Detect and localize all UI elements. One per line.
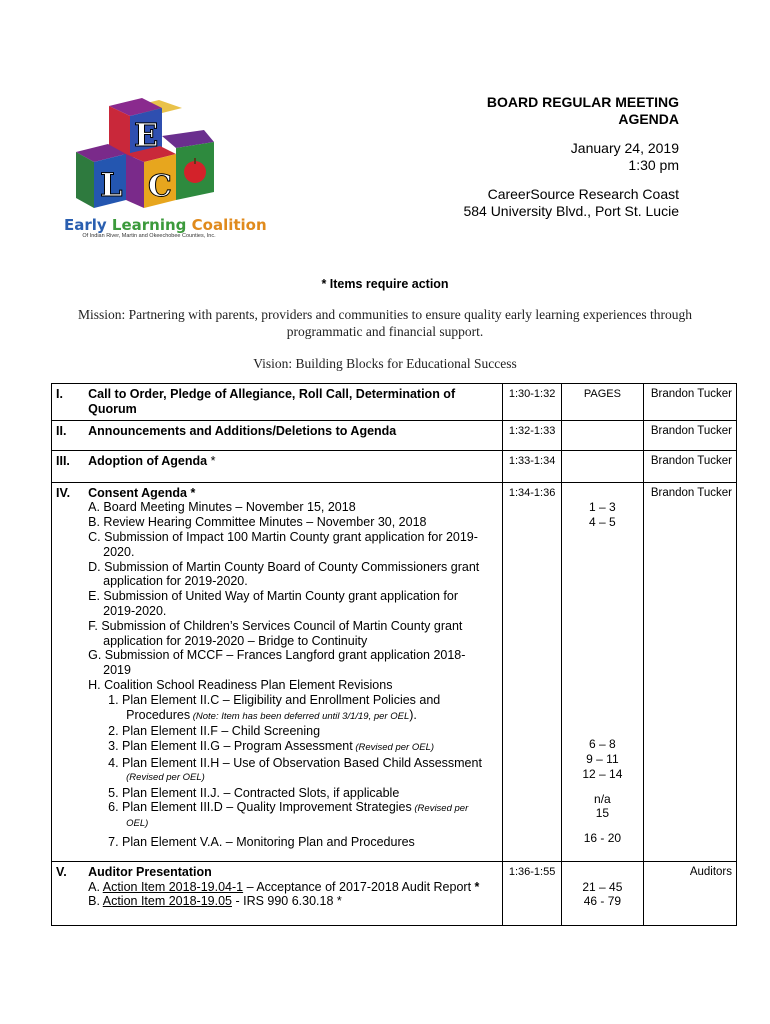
list-item-cont: application for 2019-2020 – Bridge to Continuity <box>103 633 368 648</box>
page-range: 12 – 14 <box>582 766 623 781</box>
list-item: E. Submission of United Way of Martin County grant application for <box>88 589 458 604</box>
item-time: 1:36-1:55 <box>502 861 561 925</box>
agenda-row <box>52 384 737 421</box>
page-range: 46 - 79 <box>583 894 622 909</box>
list-item: F. Submission of Children’s Services Council of Martin County grant <box>88 618 463 633</box>
sub-list-item: 3. Plan Element II.G – Program Assessment (Revised per OEL) <box>108 739 435 754</box>
sub-list-item: 1. Plan Element II.C – Eligibility and Enrollment Policies and <box>108 692 441 707</box>
list-item: C. Submission of Impact 100 Martin County grant application for 2019- <box>88 529 478 544</box>
list-item: H. Coalition School Readiness Plan Element Revisions <box>88 677 393 692</box>
pages-header: PAGES <box>562 384 643 421</box>
item-time: 1:32-1:33 <box>502 420 561 450</box>
agenda-table <box>51 383 737 926</box>
list-item: D. Submission of Martin County Board of County Commissioners grant <box>88 559 480 574</box>
action-note: * Items require action <box>321 277 449 291</box>
item-number: I. <box>52 384 85 421</box>
meeting-date: January 24, 2019 <box>570 140 679 156</box>
header-title-line1: BOARD REGULAR MEETING <box>486 94 679 110</box>
item-presenter: Brandon Tucker <box>643 384 736 421</box>
vision-statement: Vision: Building Blocks for Educational Success <box>253 356 517 371</box>
list-item-cont: application for 2019-2020. <box>103 574 248 589</box>
list-item: B. Action Item 2018-19.05 - IRS 990 6.30.18 * <box>88 894 342 909</box>
svg-text:E: E <box>134 116 159 154</box>
svg-text:C: C <box>148 169 172 204</box>
page-range: 4 – 5 <box>589 515 616 530</box>
revision-note: (Revised per OEL) <box>352 742 435 754</box>
agenda-row <box>52 450 737 482</box>
sub-list-item: 6. Plan Element III.D – Quality Improvement Strategies (Revised per <box>108 800 469 815</box>
item-title: Consent Agenda * <box>88 485 196 500</box>
consent-pages <box>562 482 643 861</box>
deferral-note: (Note: Item has been deferred until 3/1/19, per OEL <box>190 710 410 722</box>
meeting-location-name: CareerSource Research Coast <box>487 186 679 202</box>
header-title-line2: AGENDA <box>618 111 679 127</box>
list-item-cont: 2020. <box>103 544 135 559</box>
meeting-location-address: 584 University Blvd., Port St. Lucie <box>463 203 679 219</box>
sub-list-item: 5. Plan Element II.J. – Contracted Slots, if applicable <box>108 785 400 800</box>
item-title: Adoption of Agenda <box>88 453 208 468</box>
item-time: 1:34-1:36 <box>502 482 561 861</box>
item-title: Call to Order, Pledge of Allegiance, Roll Call, Determination of Quorum <box>84 384 502 421</box>
item-number: V. <box>52 861 85 925</box>
item-presenter: Brandon Tucker <box>643 482 736 861</box>
svg-text:L: L <box>100 166 123 204</box>
page-range: 6 – 8 <box>589 737 616 752</box>
meeting-time: 1:30 pm <box>628 157 679 173</box>
item-title: Announcements and Additions/Deletions to Agenda <box>84 420 502 450</box>
list-item-cont: 2019 <box>103 663 131 678</box>
sub-list-item: 7. Plan Element V.A. – Monitoring Plan and Procedures <box>108 834 415 849</box>
action-item-link[interactable]: Action Item 2018-19.04-1 <box>102 879 244 894</box>
action-item-link[interactable]: Action Item 2018-19.05 <box>102 894 232 909</box>
agenda-row <box>52 420 737 450</box>
page-range: 9 – 11 <box>586 751 619 766</box>
consent-agenda-items <box>84 482 502 861</box>
logo-subtitle: Of Indian River, Martin and Okeechobee Counties, Inc. <box>82 233 216 239</box>
item-presenter: Brandon Tucker <box>643 450 736 482</box>
action-marker: * <box>207 453 216 468</box>
list-item: B. Review Hearing Committee Minutes – November 30, 2018 <box>88 515 427 530</box>
item-title: Auditor Presentation <box>88 864 212 879</box>
page-range: 15 <box>595 806 610 821</box>
list-item: A. Board Meeting Minutes – November 15, 2018 <box>88 500 356 515</box>
item-presenter: Brandon Tucker <box>643 420 736 450</box>
item-time: 1:33-1:34 <box>502 450 561 482</box>
revision-note: (Revised per <box>411 803 469 815</box>
building-blocks-icon <box>64 96 234 216</box>
auditor-items <box>84 861 502 925</box>
list-item-cont: 2019-2020. <box>103 603 167 618</box>
sub-list-item-cont: Procedures (Note: Item has been deferred until 3/1/19, per OEL). <box>126 707 417 722</box>
page-range: 1 – 3 <box>589 500 616 515</box>
list-item: A. Action Item 2018-19.04-1 – Acceptance of 2017-2018 Audit Report * <box>88 879 480 894</box>
meeting-header <box>463 94 679 220</box>
page-range: 16 - 20 <box>583 831 622 846</box>
elc-logo <box>64 96 267 246</box>
page-range: 21 – 45 <box>582 879 623 894</box>
item-number: III. <box>52 450 85 482</box>
revision-note: (Revised per OEL) <box>126 771 205 783</box>
sub-list-item: 2. Plan Element II.F – Child Screening <box>108 724 321 739</box>
item-title-cell <box>84 450 502 482</box>
item-presenter: Auditors <box>643 861 736 925</box>
agenda-row <box>52 861 737 925</box>
list-item: G. Submission of MCCF – Frances Langford grant application 2018- <box>88 648 466 663</box>
sub-list-item: 4. Plan Element II.H – Use of Observation Based Child Assessment <box>108 755 482 770</box>
item-time: 1:30-1:32 <box>502 384 561 421</box>
revision-note: OEL) <box>126 818 149 830</box>
mission-statement: Mission: Partnering with parents, providers and communities to ensure quality early learning experiences through programmatic and financial support. <box>77 307 693 339</box>
page-range: n/a <box>594 791 611 806</box>
item-number: IV. <box>52 482 85 861</box>
item-number: II. <box>52 420 85 450</box>
logo-wordmark: Early Learning Coalition <box>64 216 267 234</box>
auditor-pages <box>562 861 643 925</box>
agenda-row <box>52 482 737 861</box>
